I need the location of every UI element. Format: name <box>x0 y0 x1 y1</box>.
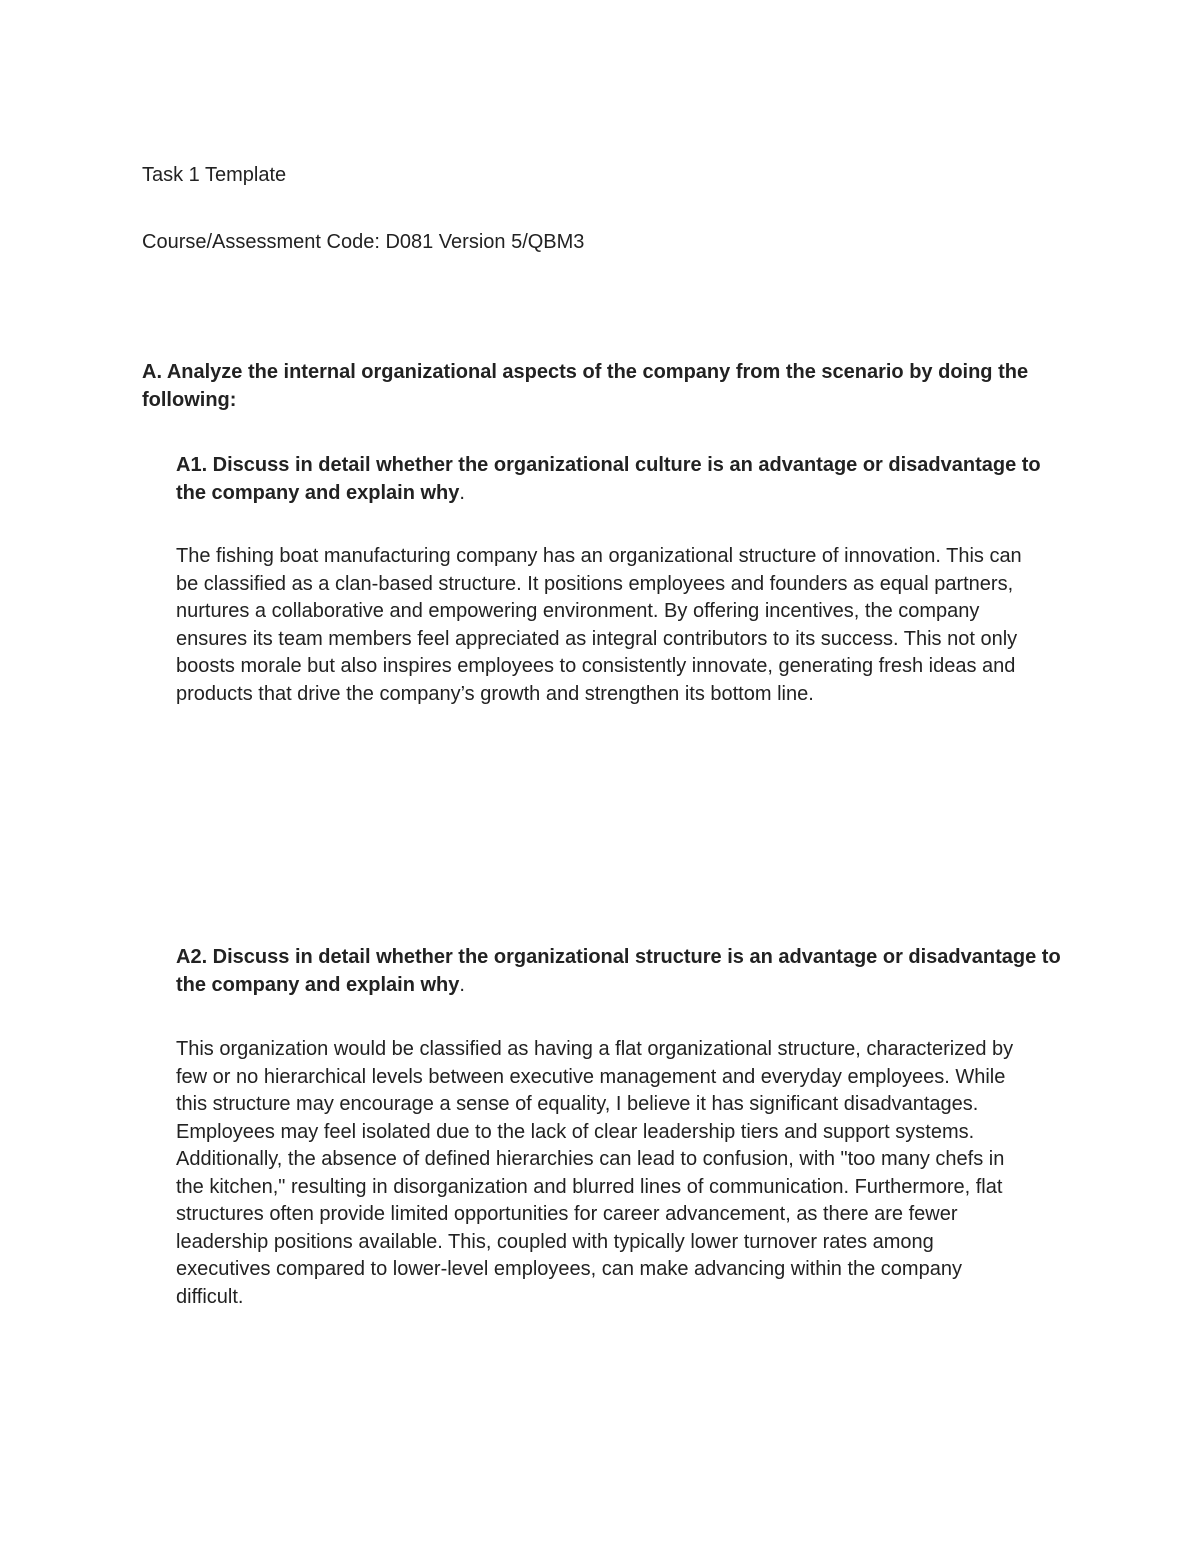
section-a2-heading-period: . <box>459 974 465 996</box>
a2-answer-line: few or no hierarchical levels between executive management and everyday employees. While <box>176 1065 1006 1088</box>
a2-answer-line: structures often provide limited opportunities for career advancement, as there are fewer <box>176 1203 958 1225</box>
a1-answer-line: be classified as a clan-based structure. It positions employees and founders as equal partners, <box>176 572 1014 595</box>
a2-answer-line: difficult. <box>176 1285 244 1308</box>
a2-answer-line: the kitchen," resulting in disorganization and blurred lines of communication. Furthermore, flat <box>176 1175 1003 1198</box>
section-a1-heading-period: . <box>459 482 465 504</box>
section-a2-heading-text: A2. Discuss in detail whether the organizational structure is an advantage or disadvantage to the company and explain why <box>176 946 1061 996</box>
course-assessment-code: Course/Assessment Code: D081 Version 5/QBM3 <box>142 231 585 253</box>
section-a2-heading <box>176 943 1066 999</box>
section-a1-heading-text: A1. Discuss in detail whether the organizational culture is an advantage or disadvantage to the company and explain why <box>176 454 1041 504</box>
section-a-heading: A. Analyze the internal organizational aspects of the company from the scenario by doing the following: <box>142 361 1029 411</box>
a1-answer-line: ensures its team members feel appreciated as integral contributors to its success. This not only <box>176 627 1018 650</box>
a1-answer-line: boosts morale but also inspires employees to consistently innovate, generating fresh ideas and <box>176 655 1016 677</box>
a2-answer-line: This organization would be classified as having a flat organizational structure, characterized by <box>176 1038 1014 1060</box>
section-a1-answer <box>176 543 1076 708</box>
document-title: Task 1 Template <box>142 164 287 186</box>
a1-answer-line: products that drive the company’s growth and strengthen its bottom line. <box>176 682 814 705</box>
a2-answer-line: leadership positions available. This, coupled with typically lower turnover rates among <box>176 1230 934 1253</box>
a2-answer-line: Employees may feel isolated due to the lack of clear leadership tiers and support systems. <box>176 1120 975 1143</box>
section-a1-heading <box>176 451 1066 507</box>
a2-answer-line: executives compared to lower-level employees, can make advancing within the company <box>176 1258 962 1280</box>
a2-answer-line: this structure may encourage a sense of equality, I believe it has significant disadvantages. <box>176 1093 979 1115</box>
a1-answer-line: nurtures a collaborative and empowering environment. By offering incentives, the company <box>176 600 980 622</box>
a2-answer-line: Additionally, the absence of defined hierarchies can lead to confusion, with "too many chefs in <box>176 1148 1005 1170</box>
section-a2-answer <box>176 1036 1076 1311</box>
a1-answer-line: The fishing boat manufacturing company has an organizational structure of innovation. This can <box>176 545 1022 567</box>
